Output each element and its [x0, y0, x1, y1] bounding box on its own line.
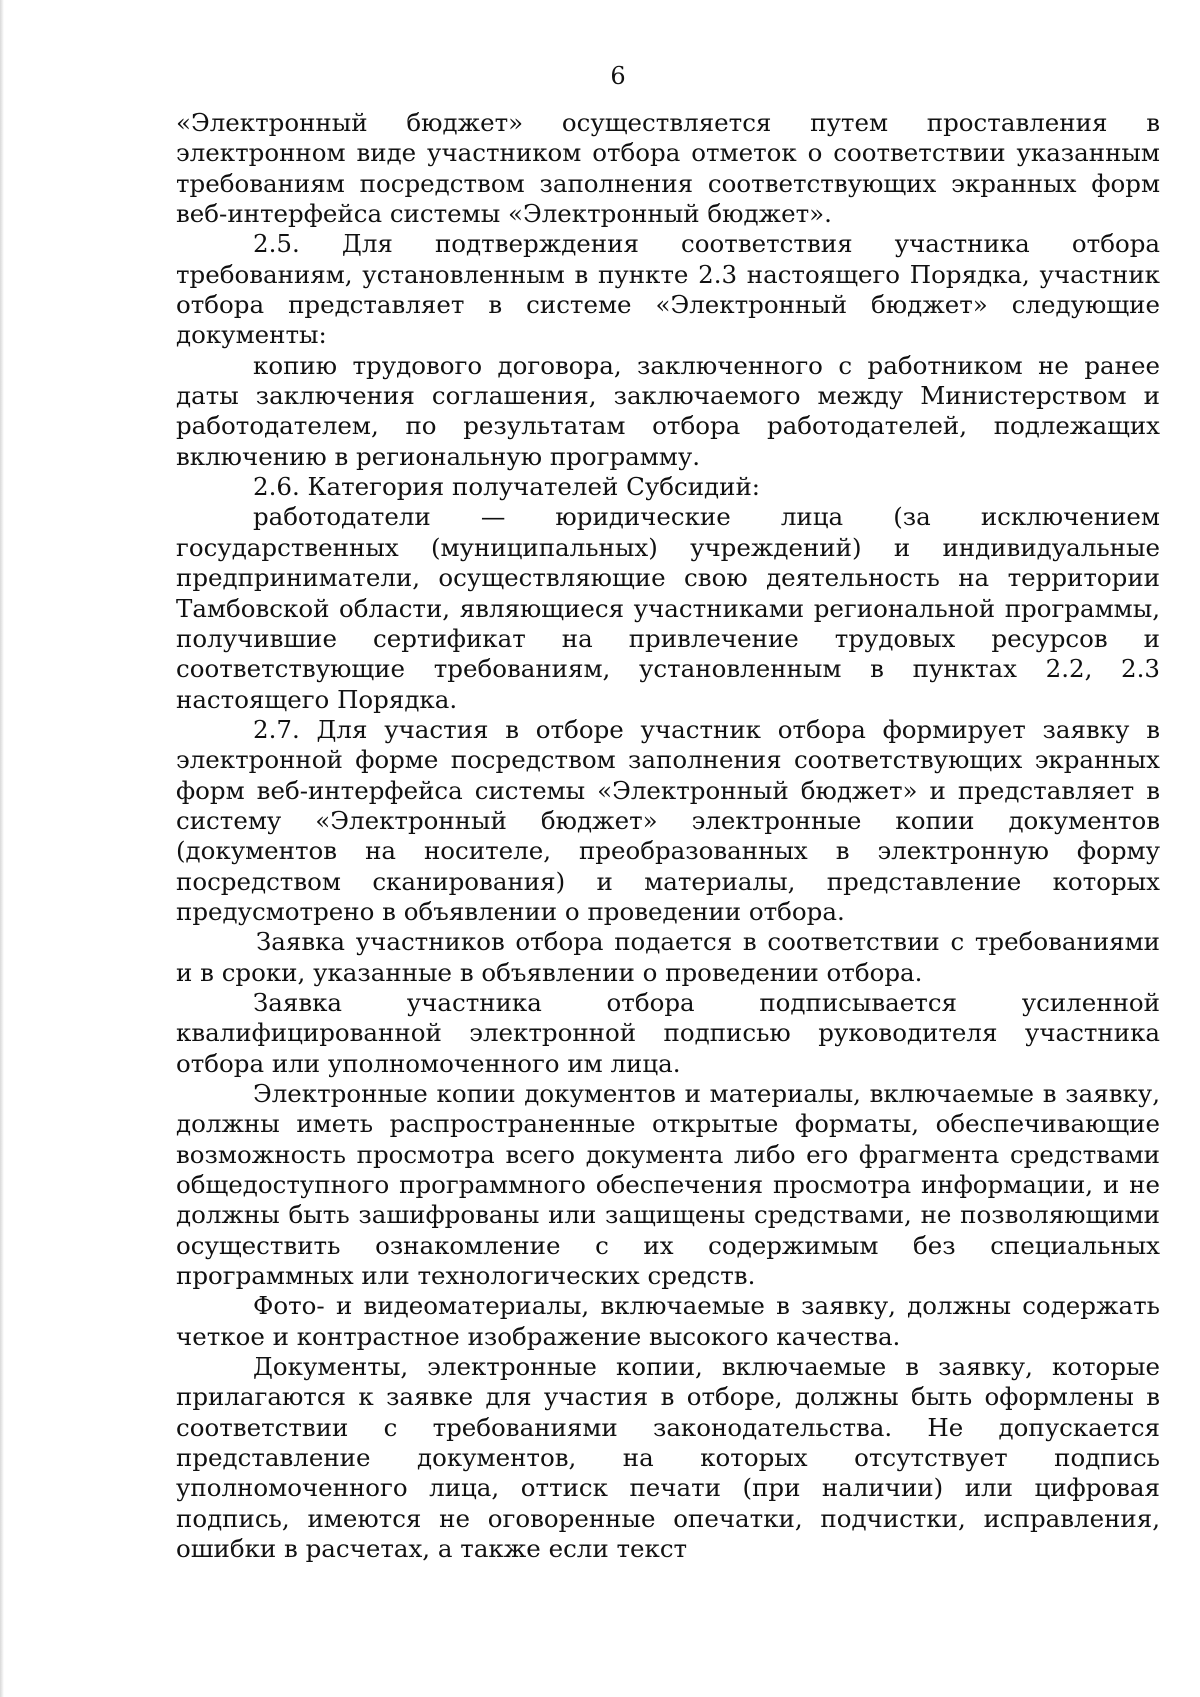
paragraph-employers: работодатели — юридические лица (за исключением государственных (муниципальных) учреждений) и индивидуальные предприниматели, осуществляющие свою деятельность на территории Тамбовской области, являющиеся участниками региональной программы, получившие сертификат на привлечение трудовых ресурсов и соответствующие требованиям, установленным в пунктах 2.2, 2.3 настоящего Порядка.	[176, 502, 1160, 714]
paragraph-application-submission: Заявка участников отбора подается в соответствии с требованиями и в сроки, указанные в объявлении о проведении отбора.	[176, 927, 1160, 987]
paragraph-employment-contract: копию трудового договора, заключенного с работником не ранее даты заключения соглашения, заключаемого между Министерством и работодателем, по результатам отбора работодателей, подлежащих включению в региональную программу.	[176, 350, 1160, 471]
paragraph-continuation: «Электронный бюджет» осуществляется путем проставления в электронном виде участником отбора отметок о соответствии указанным требованиям посредством заполнения соответствующих экранных форм веб-интерфейса системы «Электронный бюджет».	[176, 108, 1160, 229]
paragraph-photo-video: Фото- и видеоматериалы, включаемые в заявку, должны содержать четкое и контрастное изображение высокого качества.	[176, 1291, 1160, 1351]
scan-edge	[0, 0, 4, 1697]
paragraph-2-5: 2.5. Для подтверждения соответствия участника отбора требованиям, установленным в пункте 2.3 настоящего Порядка, участник отбора представляет в системе «Электронный бюджет» следующие документы:	[176, 229, 1160, 350]
paragraph-2-6: 2.6. Категория получателей Субсидий:	[253, 472, 761, 502]
paragraph-application-signature: Заявка участника отбора подписывается усиленной квалифицированной электронной подписью руководителя участника отбора или уполномоченного им лица.	[176, 987, 1160, 1078]
paragraph-2-7: 2.7. Для участия в отборе участник отбора формирует заявку в электронной форме посредством заполнения соответствующих экранных форм веб-интерфейса системы «Электронный бюджет» и представляет в систему «Электронный бюджет» электронные копии документов (документов на носителе, преобразованных в электронную форму посредством сканирования) и материалы, представление которых предусмотрено в объявлении о проведении отбора.	[176, 714, 1160, 926]
document-body	[176, 108, 1160, 1565]
paragraph-documents-requirements: Документы, электронные копии, включаемые в заявку, которые прилагаются к заявке для участия в отборе, должны быть оформлены в соответствии с требованиями законодательства. Не допускается представление документов, на которых отсутствует подпись уполномоченного лица, оттиск печати (при наличии) или цифровая подпись, имеются не оговоренные опечатки, подчистки, исправления, ошибки в расчетах, а также если текст	[176, 1352, 1160, 1564]
paragraph-electronic-copies: Электронные копии документов и материалы, включаемые в заявку, должны иметь распространенные открытые форматы, обеспечивающие возможность просмотра всего документа либо его фрагмента средствами общедоступного программного обеспечения просмотра информации, и не должны быть зашифрованы или защищены средствами, не позволяющими осуществить ознакомление с их содержимым без специальных программных или технологических средств.	[176, 1079, 1160, 1291]
page-number: 6	[610, 62, 626, 90]
